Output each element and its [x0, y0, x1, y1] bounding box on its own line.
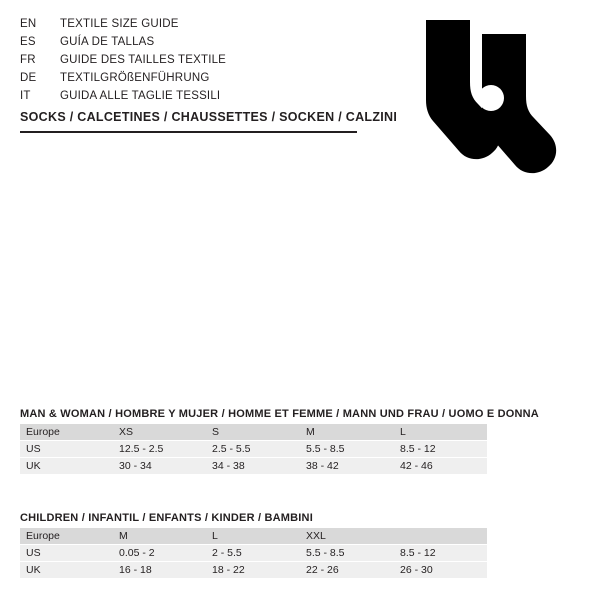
table-row — [20, 424, 487, 441]
table-cell: 34 - 38 — [206, 458, 300, 475]
table-row — [20, 562, 487, 579]
table-cell: US — [20, 545, 113, 562]
table-cell: 26 - 30 — [394, 562, 487, 579]
language-row — [20, 54, 390, 72]
language-code: DE — [20, 72, 37, 84]
language-row — [20, 18, 390, 36]
pair-of-socks-icon — [408, 16, 568, 176]
table-cell: Europe — [20, 424, 113, 441]
table-cell: XS — [113, 424, 206, 441]
language-row — [20, 72, 390, 90]
table-caption: CHILDREN / INFANTIL / ENFANTS / KINDER / BAMBINI — [20, 512, 313, 524]
table-cell — [394, 528, 487, 545]
language-row — [20, 36, 390, 54]
language-code: FR — [20, 54, 36, 66]
table-row — [20, 528, 487, 545]
page-title: SOCKS / CALCETINES / CHAUSSETTES / SOCKEN / CALZINI — [20, 110, 398, 124]
table-cell: Europe — [20, 528, 113, 545]
adult-size-table — [20, 424, 487, 475]
language-text: TEXTILE SIZE GUIDE — [60, 18, 179, 30]
language-text: GUIDA ALLE TAGLIE TESSILI — [60, 90, 221, 102]
table-row — [20, 441, 487, 458]
language-code: ES — [20, 36, 36, 48]
table-cell: 8.5 - 12 — [394, 545, 487, 562]
table-cell: XXL — [300, 528, 394, 545]
table-cell: 22 - 26 — [300, 562, 394, 579]
table-cell: 42 - 46 — [394, 458, 487, 475]
language-list — [20, 18, 390, 108]
table-cell: 12.5 - 2.5 — [113, 441, 206, 458]
table-caption: MAN & WOMAN / HOMBRE Y MUJER / HOMME ET FEMME / MANN UND FRAU / UOMO E DONNA — [20, 408, 539, 420]
children-size-table-block — [20, 512, 580, 579]
table-cell: 8.5 - 12 — [394, 441, 487, 458]
table-cell: US — [20, 441, 113, 458]
adult-size-table-block — [20, 408, 580, 475]
table-cell: 5.5 - 8.5 — [300, 441, 394, 458]
table-cell: S — [206, 424, 300, 441]
language-row — [20, 90, 390, 108]
table-cell: L — [206, 528, 300, 545]
language-text: TEXTILGRÖßENFÜHRUNG — [60, 72, 210, 84]
table-cell: M — [113, 528, 206, 545]
table-cell: L — [394, 424, 487, 441]
table-cell: 2 - 5.5 — [206, 545, 300, 562]
table-cell: 0.05 - 2 — [113, 545, 206, 562]
table-cell: 5.5 - 8.5 — [300, 545, 394, 562]
children-size-table — [20, 528, 487, 579]
table-cell: M — [300, 424, 394, 441]
title-divider — [20, 131, 357, 133]
language-text: GUÍA DE TALLAS — [60, 36, 155, 48]
table-cell: 30 - 34 — [113, 458, 206, 475]
table-cell: 38 - 42 — [300, 458, 394, 475]
table-cell: 18 - 22 — [206, 562, 300, 579]
table-row — [20, 458, 487, 475]
table-cell: 16 - 18 — [113, 562, 206, 579]
table-cell: 2.5 - 5.5 — [206, 441, 300, 458]
table-cell: UK — [20, 562, 113, 579]
language-code: EN — [20, 18, 37, 30]
table-row — [20, 545, 487, 562]
table-cell: UK — [20, 458, 113, 475]
language-text: GUIDE DES TAILLES TEXTILE — [60, 54, 227, 66]
language-code: IT — [20, 90, 31, 102]
